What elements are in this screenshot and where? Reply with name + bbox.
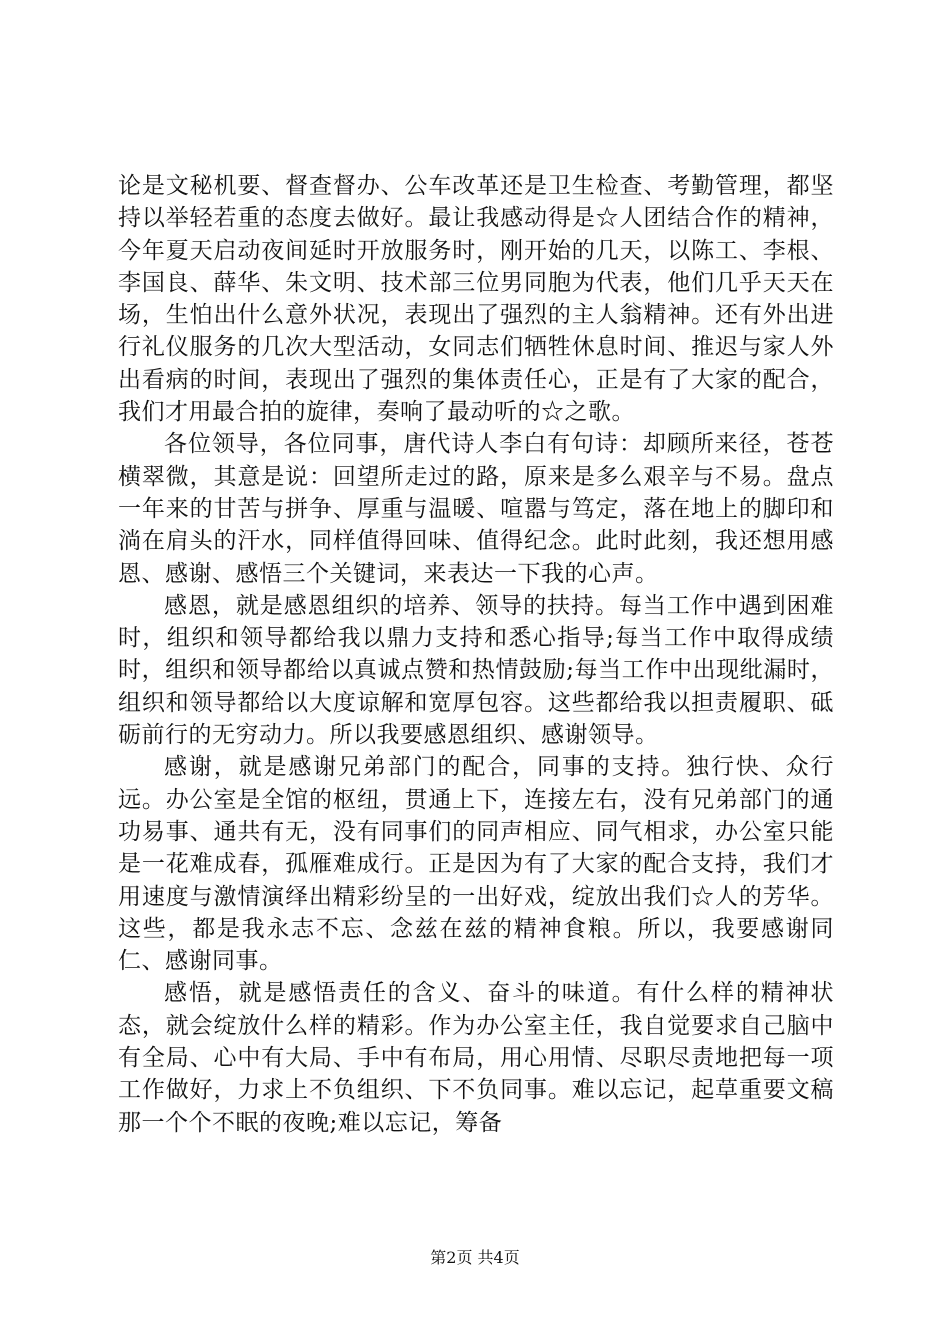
paragraph-1: 论是文秘机要、督查督办、公车改革还是卫生检查、考勤管理，都坚持以举轻若重的态度去做好。最让我感动得是☆人团结合作的精神，今年夏天启动夜间延时开放服务时，刚开始的几天，以陈工、李根、李国良、薛华、朱文明、技术部三位男同胞为代表，他们几乎天天在场，生怕出什么意外状况，表现出了强烈的主人翁精神。还有外出进行礼仪服务的几次大型活动，女同志们牺牲休息时间、推迟与家人外出看病的时间，表现出了强烈的集体责任心，正是有了大家的配合，我们才用最合拍的旋律，奏响了最动听的☆之歌。 — [118, 173, 834, 426]
paragraph-4: 感谢，就是感谢兄弟部门的配合，同事的支持。独行快、众行远。办公室是全馆的枢纽，贯通上下，连接左右，没有兄弟部门的通功易事、通共有无，没有同事们的同声相应、同气相求，办公室只能是一花难成春，孤雁难成行。正是因为有了大家的配合支持，我们才用速度与激情演绎出精彩纷呈的一出好戏，绽放出我们☆人的芳华。这些，都是我永志不忘、念兹在兹的精神食粮。所以，我要感谢同仁、感谢同事。 — [118, 754, 834, 975]
document-body — [118, 170, 834, 1139]
paragraph-2: 各位领导，各位同事，唐代诗人李白有句诗：却顾所来径，苍苍横翠微，其意是说：回望所走过的路，原来是多么艰辛与不易。盘点一年来的甘苦与拼争、厚重与温暖、喧嚣与笃定，落在地上的脚印和淌在肩头的汗水，同样值得回味、值得纪念。此时此刻，我还想用感恩、感谢、感悟三个关键词，来表达一下我的心声。 — [118, 431, 834, 587]
page-footer: 第2页 共4页 — [430, 1248, 520, 1267]
paragraph-3: 感恩，就是感恩组织的培养、领导的扶持。每当工作中遇到困难时，组织和领导都给我以鼎力支持和悉心指导;每当工作中取得成绩时，组织和领导都给以真诚点赞和热情鼓励;每当工作中出现纰漏时，组织和领导都给以大度谅解和宽厚包容。这些都给我以担责履职、砥砺前行的无穷动力。所以我要感恩组织、感谢领导。 — [118, 592, 834, 749]
paragraph-5: 感悟，就是感悟责任的含义、奋斗的味道。有什么样的精神状态，就会绽放什么样的精彩。作为办公室主任，我自觉要求自己脑中有全局、心中有大局、手中有布局，用心用情、尽职尽责地把每一项工作做好，力求上不负组织、下不负同事。难以忘记，起草重要文稿那一个个不眠的夜晚;难以忘记，筹备 — [118, 980, 834, 1136]
